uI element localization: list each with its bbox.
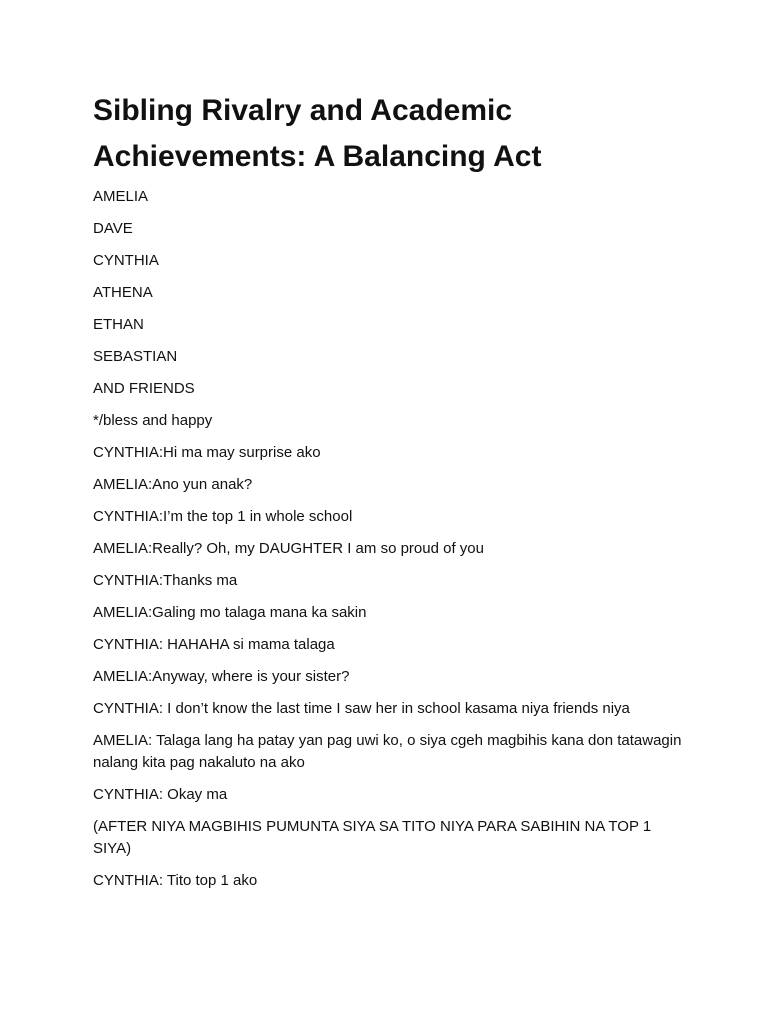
dialogue-line: CYNTHIA:Hi ma may surprise ako [93,444,321,461]
document-page [93,88,693,902]
dialogue-line: CYNTHIA: I don’t know the last time I saw her in school kasama niya friends niya [93,700,630,717]
dialogue-line: AMELIA:Anyway, where is your sister? [93,668,350,685]
stage-direction: (AFTER NIYA MAGBIHIS PUMUNTA SIYA SA TITO NIYA PARA SABIHIN NA TOP 1 SIYA) [93,818,652,857]
scene-note: */bless and happy [93,412,213,429]
cast-item: ETHAN [93,316,144,333]
dialogue-line: CYNTHIA:I’m the top 1 in whole school [93,508,353,525]
dialogue-line: CYNTHIA: Tito top 1 ako [93,872,258,889]
cast-item: SEBASTIAN [93,348,178,365]
cast-item: DAVE [93,220,133,237]
document-title [93,88,693,180]
cast-item: AND FRIENDS [93,380,195,397]
dialogue-line: AMELIA:Galing mo talaga mana ka sakin [93,604,367,621]
script-body [93,186,693,892]
dialogue-line: CYNTHIA: HAHAHA si mama talaga [93,636,335,653]
dialogue-line: AMELIA:Really? Oh, my DAUGHTER I am so proud of you [93,540,484,557]
title-line-2: Achievements: A Balancing Act [93,140,542,173]
dialogue-line: CYNTHIA: Okay ma [93,786,228,803]
cast-item: CYNTHIA [93,252,159,269]
dialogue-line: AMELIA:Ano yun anak? [93,476,253,493]
title-line-1: Sibling Rivalry and Academic [93,94,513,127]
cast-item: AMELIA [93,188,149,205]
dialogue-line: AMELIA: Talaga lang ha patay yan pag uwi ko, o siya cgeh magbihis kana don tatawagin nalang kita pag nakaluto na ako [93,732,682,771]
cast-item: ATHENA [93,284,153,301]
dialogue-line: CYNTHIA:Thanks ma [93,572,238,589]
